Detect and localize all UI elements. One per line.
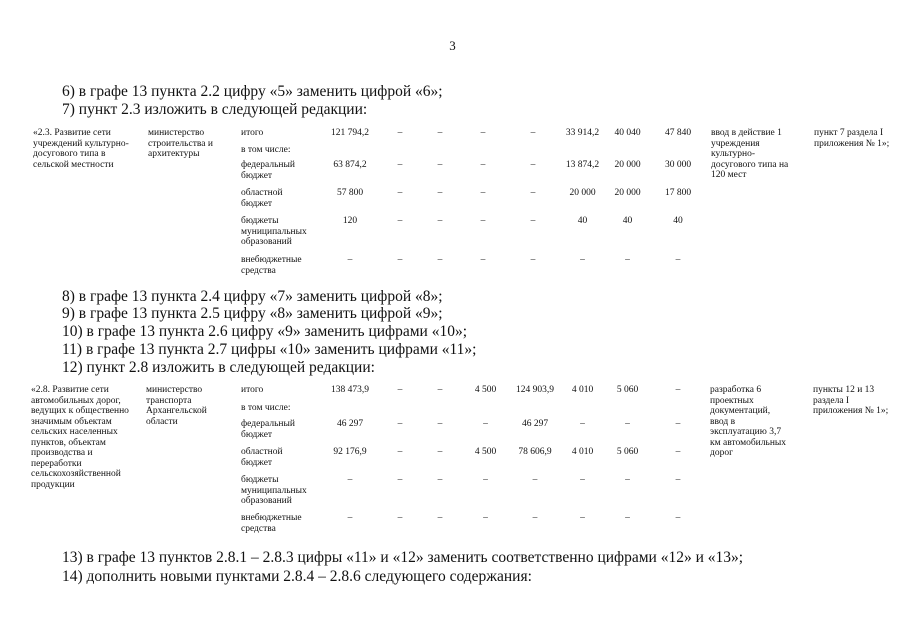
cell-value: – — [530, 255, 536, 265]
cell-value: 120 — [342, 216, 358, 226]
paragraph-7: 7) пункт 2.3 изложить в следующей редакции: — [62, 101, 368, 118]
row-label: областной бюджет — [241, 188, 283, 209]
paragraph-11: 11) в графе 13 пункта 2.7 цифры «10» заменить цифрами «11»; — [62, 341, 477, 358]
cell-value: – — [675, 513, 681, 523]
cell-value: – — [397, 475, 403, 485]
row-label: в том числе: — [241, 403, 291, 413]
cell-value: 63 874,2 — [333, 160, 367, 170]
cell-value: – — [675, 447, 681, 457]
cell-value: 121 794,2 — [331, 128, 369, 138]
cell-value: – — [397, 216, 403, 226]
cell-value: 20 000 — [614, 188, 641, 198]
cell-value: 13 874,2 — [565, 160, 600, 170]
paragraph-14: 14) дополнить новыми пунктами 2.8.4 – 2.8.6 следующего содержания: — [62, 568, 532, 585]
measure-executor: министерство транспорта Архангельской области — [146, 385, 207, 427]
cell-value: 4 010 — [571, 385, 594, 395]
cell-value: – — [675, 385, 681, 395]
measure-reference: пункты 12 и 13 раздела I приложения № 1»; — [813, 385, 889, 416]
cell-value: – — [532, 475, 538, 485]
paragraph-6: 6) в графе 13 пункта 2.2 цифру «5» заменить цифрой «6»; — [62, 83, 443, 100]
row-label: внебюджетные средства — [241, 513, 302, 534]
cell-value: – — [580, 475, 585, 485]
cell-value: – — [397, 160, 403, 170]
cell-value: – — [437, 128, 443, 138]
cell-value: 4 010 — [571, 447, 594, 457]
cell-value: – — [347, 513, 353, 523]
cell-value: 40 — [673, 216, 683, 226]
row-label: в том числе: — [241, 145, 291, 155]
cell-value: 78 606,9 — [518, 447, 552, 457]
cell-value: – — [397, 385, 403, 395]
cell-value: – — [483, 513, 488, 523]
cell-value: – — [483, 475, 488, 485]
cell-value: – — [625, 513, 630, 523]
cell-value: – — [437, 160, 443, 170]
cell-value: – — [530, 160, 536, 170]
cell-value: 30 000 — [664, 160, 692, 170]
cell-value: 138 473,9 — [331, 385, 369, 395]
program-table-2-3 — [0, 128, 905, 278]
cell-value: – — [580, 255, 585, 265]
cell-value: – — [480, 216, 486, 226]
measure-executor: министерство строительства и архитектуры — [148, 128, 213, 159]
cell-value: – — [483, 419, 488, 429]
cell-value: – — [437, 188, 443, 198]
cell-value: – — [347, 255, 353, 265]
cell-value: – — [675, 475, 681, 485]
cell-value: – — [530, 216, 536, 226]
cell-value: 5 060 — [616, 385, 639, 395]
paragraph-9: 9) в графе 13 пункта 2.5 цифру «8» заменить цифрой «9»; — [62, 305, 443, 322]
paragraph-13: 13) в графе 13 пунктов 2.8.1 – 2.8.3 цифры «11» и «12» заменить соответственно цифрами «12» и «13»; — [62, 549, 744, 566]
cell-value: 17 800 — [664, 188, 692, 198]
cell-value: – — [625, 475, 630, 485]
cell-value: – — [397, 447, 403, 457]
cell-value: 4 500 — [474, 447, 497, 457]
cell-value: 40 — [577, 216, 588, 226]
measure-title: «2.3. Развитие сети учреждений культурно-досугового типа в сельской местности — [33, 128, 129, 170]
cell-value: – — [625, 255, 630, 265]
row-label: итого — [241, 128, 264, 138]
cell-value: 92 176,9 — [333, 447, 367, 457]
cell-value: – — [480, 255, 486, 265]
cell-value: – — [437, 216, 443, 226]
cell-value: – — [530, 128, 536, 138]
cell-value: – — [437, 513, 443, 523]
paragraph-12: 12) пункт 2.8 изложить в следующей редакции: — [62, 359, 375, 376]
cell-value: – — [437, 385, 443, 395]
cell-value: – — [580, 513, 585, 523]
row-label: областной бюджет — [241, 447, 283, 468]
cell-value: – — [437, 475, 443, 485]
paragraph-8: 8) в графе 13 пункта 2.4 цифру «7» заменить цифрой «8»; — [62, 288, 443, 305]
cell-value: 4 500 — [474, 385, 497, 395]
cell-value: – — [480, 188, 486, 198]
measure-reference: пункт 7 раздела I приложения № 1»; — [814, 128, 890, 149]
cell-value: – — [480, 160, 486, 170]
row-label: федеральный бюджет — [241, 160, 295, 181]
measure-title: «2.8. Развитие сети автомобильных дорог, ведущих к общественно значимым объектам сельских населенных пунктов, объектам производства и переработки сельскохозяйственной продукции — [31, 385, 129, 490]
cell-value: – — [675, 255, 681, 265]
program-table-2-8 — [0, 385, 905, 535]
paragraph-10: 10) в графе 13 пункта 2.6 цифру «9» заменить цифрами «10»; — [62, 323, 467, 340]
cell-value: 47 840 — [664, 128, 692, 138]
row-label: бюджеты муниципальных образований — [241, 475, 307, 506]
measure-result: разработка 6 проектных документаций, ввод в эксплуатацию 3,7 км автомобильных дорог — [710, 385, 787, 458]
cell-value: – — [347, 475, 353, 485]
cell-value: 40 040 — [614, 128, 641, 138]
cell-value: 124 903,9 — [516, 385, 554, 395]
cell-value: – — [625, 419, 630, 429]
cell-value: – — [480, 128, 486, 138]
cell-value: – — [397, 188, 403, 198]
row-label: итого — [241, 385, 264, 395]
cell-value: – — [397, 255, 403, 265]
cell-value: – — [675, 419, 681, 429]
cell-value: 20 000 — [614, 160, 641, 170]
cell-value: – — [397, 513, 403, 523]
cell-value: – — [437, 447, 443, 457]
cell-value: 20 000 — [569, 188, 596, 198]
cell-value: 40 — [622, 216, 633, 226]
measure-result: ввод в действие 1 учреждения культурно-досугового типа на 120 мест — [711, 128, 789, 180]
cell-value: 57 800 — [336, 188, 364, 198]
cell-value: – — [532, 513, 538, 523]
cell-value: – — [530, 188, 536, 198]
row-label: федеральный бюджет — [241, 419, 295, 440]
row-label: внебюджетные средства — [241, 255, 302, 276]
cell-value: – — [437, 255, 443, 265]
row-label: бюджеты муниципальных образований — [241, 216, 307, 247]
cell-value: 46 297 — [336, 419, 364, 429]
cell-value: – — [580, 419, 585, 429]
cell-value: 33 914,2 — [565, 128, 600, 138]
cell-value: – — [437, 419, 443, 429]
page-number: 3 — [449, 38, 456, 53]
cell-value: 5 060 — [616, 447, 639, 457]
cell-value: – — [397, 419, 403, 429]
cell-value: – — [397, 128, 403, 138]
cell-value: 46 297 — [521, 419, 549, 429]
